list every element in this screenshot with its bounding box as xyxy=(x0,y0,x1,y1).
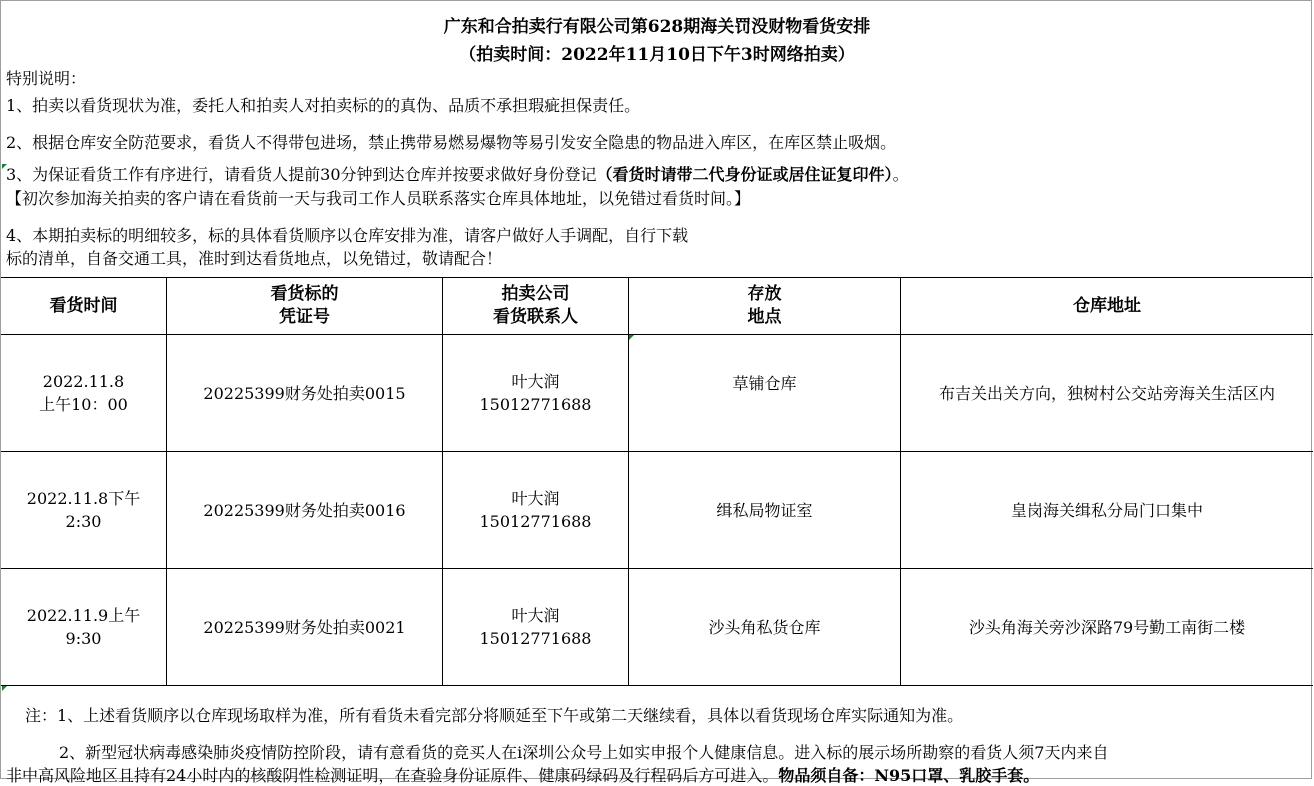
contact-phone: 15012771688 xyxy=(479,512,592,531)
time-line-1: 2022.11.8 xyxy=(42,372,125,391)
contact-phone: 15012771688 xyxy=(479,629,592,648)
footnote-2-line-2 xyxy=(6,763,1039,786)
time-line-1: 2022.11.9上午 xyxy=(26,606,141,625)
footnote-2-text: 非中高风险地区且持有24小时内的核酸阴性检测证明，在查验身份证原件、健康码绿码及行程码后方可进入。 xyxy=(6,766,779,785)
cell-comment-marker-icon xyxy=(629,335,634,340)
header-voucher-line-1: 看货标的 xyxy=(270,284,339,304)
note-item-3-text: 3、为保证看货工作有序进行，请看货人提前30分钟到达仓库并按要求做好身份登记 xyxy=(6,165,597,184)
header-place-line-1: 存放 xyxy=(747,284,782,304)
table-cell-address: 沙头角海关旁沙深路79号勤工南街二楼 xyxy=(968,617,1246,637)
header-voucher-line-2: 凭证号 xyxy=(279,307,330,327)
note-item-4-line-2: 标的清单，自备交通工具，准时到达看货地点，以免错过，敬请配合！ xyxy=(6,249,503,268)
table-cell-time xyxy=(1,335,166,451)
header-contact-line-1: 拍卖公司 xyxy=(501,284,570,304)
document-subtitle: （拍卖时间：2022年11月10日下午3时网络拍卖） xyxy=(459,45,855,65)
document-title: 广东和合拍卖行有限公司第628期海关罚没财物看货安排 xyxy=(443,17,871,37)
contact-phone: 15012771688 xyxy=(479,395,592,414)
table-cell-address: 皇岗海关缉私分局门口集中 xyxy=(1010,500,1203,520)
header-voucher xyxy=(167,278,442,334)
header-place xyxy=(629,278,900,334)
header-contact-line-2: 看货联系人 xyxy=(493,307,578,327)
time-line-2: 上午10：00 xyxy=(39,395,128,414)
note-item-1: 1、拍卖以看货现状为准，委托人和拍卖人对拍卖标的的真伪、品质不承担瑕疵担保责任。 xyxy=(6,96,641,115)
note-item-3 xyxy=(6,162,909,185)
header-contact xyxy=(443,278,628,334)
contact-name: 叶大润 xyxy=(511,606,560,625)
table-cell-place: 缉私局物证室 xyxy=(716,500,813,520)
header-address: 仓库地址 xyxy=(1073,295,1141,316)
footnote-2-bold: 物品须自备：N95口罩、乳胶手套。 xyxy=(778,766,1040,785)
time-line-2: 9:30 xyxy=(65,629,102,648)
header-time: 看货时间 xyxy=(49,295,118,316)
note-item-3-end: 。 xyxy=(892,165,909,184)
contact-name: 叶大润 xyxy=(511,372,560,391)
table-cell-address: 布吉关出关方向，独树村公交站旁海关生活区内 xyxy=(938,383,1275,403)
note-item-4-line-1: 4、本期拍卖标的明细较多，标的具体看货顺序以仓库安排为准，请客户做好人手调配，自行下载 xyxy=(6,226,689,245)
table-cell-time xyxy=(1,452,166,568)
table-bottom-border xyxy=(1,685,1313,686)
cell-comment-marker-icon xyxy=(2,686,7,691)
footnote-2-line-1: 2、新型冠状病毒感染肺炎疫情防控阶段，请有意看货的竞买人在i深圳公众号上如实申报个人健康信息。进入标的展示场所勘察的看货人须7天内来自 xyxy=(59,743,1109,762)
note-item-2: 2、根据仓库安全防范要求，看货人不得带包进场，禁止携带易燃易爆物等易引发安全隐患的物品进入库区，在库区禁止吸烟。 xyxy=(6,133,897,152)
table-cell-contact xyxy=(443,569,628,685)
time-line-2: 2:30 xyxy=(65,512,102,531)
table-cell-voucher: 20225399财务处拍卖0015 xyxy=(203,383,406,403)
table-cell-voucher: 20225399财务处拍卖0021 xyxy=(203,617,406,637)
table-cell-contact xyxy=(443,335,628,451)
time-line-1: 2022.11.8下午 xyxy=(26,489,141,508)
note-item-3-bold: （看货时请带二代身份证或居住证复印件） xyxy=(596,165,893,184)
notes-header: 特别说明： xyxy=(6,69,87,88)
table-cell-contact xyxy=(443,452,628,568)
table-cell-time xyxy=(1,569,166,685)
header-place-line-2: 地点 xyxy=(747,307,782,327)
contact-name: 叶大润 xyxy=(511,489,560,508)
footnote-1: 注：1、上述看货顺序以仓库现场取样为准，所有看货未看完部分将顺延至下午或第二天继续看，具体以看货现场仓库实际通知为准。 xyxy=(25,706,964,725)
cell-comment-marker-icon xyxy=(2,164,7,169)
table-cell-place: 草铺仓库 xyxy=(732,373,797,393)
table-cell-voucher: 20225399财务处拍卖0016 xyxy=(203,500,406,520)
note-item-3-line-2: 【初次参加海关拍卖的客户请在看货前一天与我司工作人员联系落实仓库具体地址，以免错过看货时间。】 xyxy=(6,189,751,208)
table-cell-place: 沙头角私货仓库 xyxy=(708,617,821,637)
